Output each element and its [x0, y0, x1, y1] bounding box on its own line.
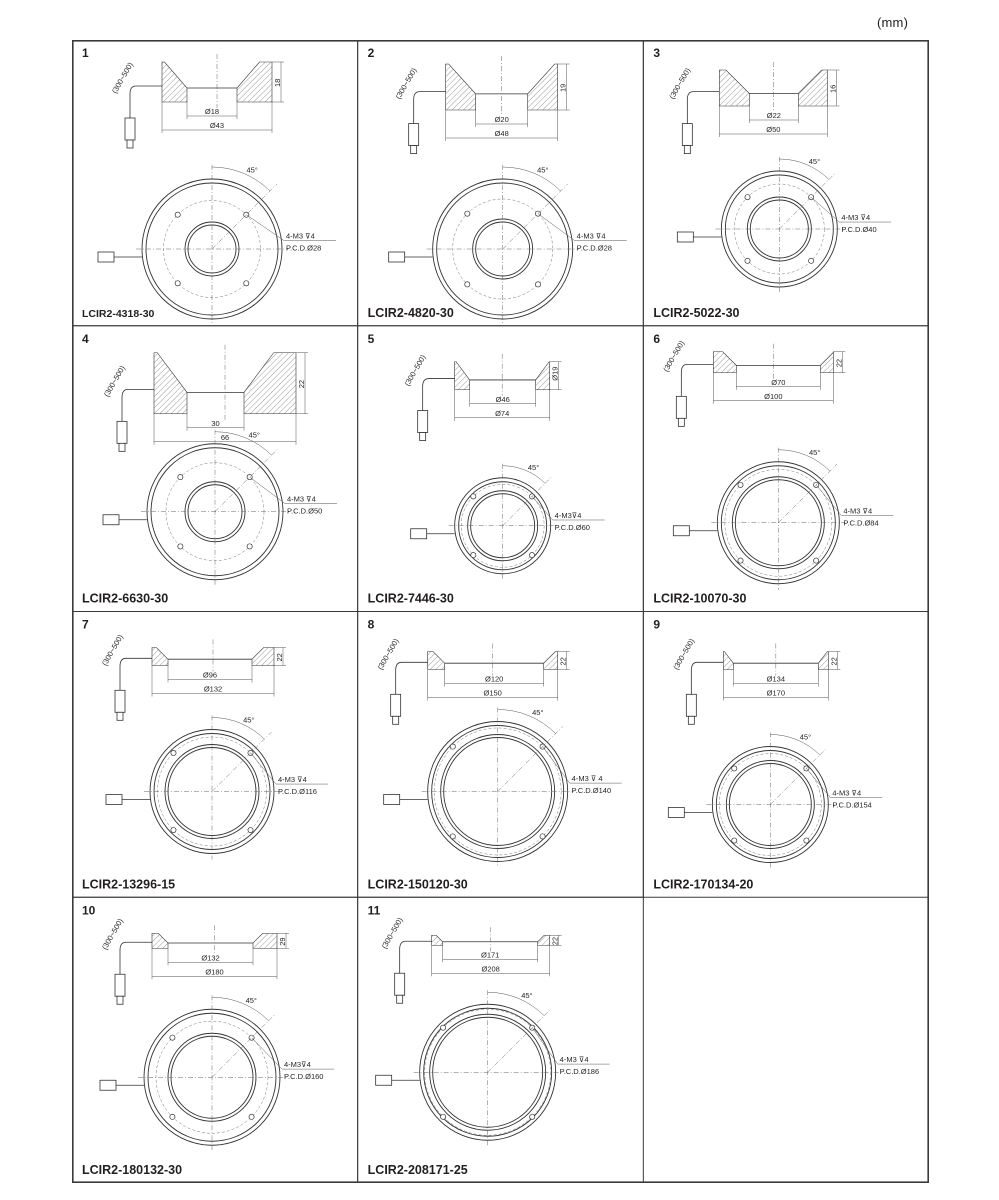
- angle-line: [212, 1014, 276, 1078]
- mount-hole: [175, 212, 180, 217]
- screw-spec: 4-M3⊽4: [554, 510, 582, 520]
- angle-line: [770, 748, 827, 805]
- angle-arc: [212, 997, 269, 1020]
- plan-connector: [668, 808, 684, 818]
- profile-section-right: [818, 652, 828, 670]
- profile-section-left: [713, 352, 736, 373]
- cable-length: (300~500): [109, 60, 135, 95]
- mount-hole: [804, 838, 809, 843]
- cell-frame: [358, 897, 644, 1183]
- angle-arc: [212, 167, 270, 191]
- cell-frame: [358, 326, 644, 612]
- side-profile: [661, 339, 845, 427]
- connector-pin: [127, 140, 133, 148]
- screw-spec: 4-M3 ⊽4: [287, 494, 316, 504]
- inner-diameter: Ø171: [480, 950, 500, 960]
- cable-length: (300~500): [671, 637, 697, 672]
- cable: [414, 92, 446, 124]
- pcd-spec: P.C.D.Ø160: [284, 1072, 324, 1082]
- mount-hole: [471, 494, 476, 499]
- connector-pin: [117, 996, 123, 1004]
- plan-connector: [411, 529, 427, 539]
- connector-pin: [119, 443, 125, 451]
- cell-9: [643, 612, 929, 898]
- angle-line: [779, 172, 836, 229]
- profile-section-right: [820, 352, 834, 373]
- unit-label: (mm): [877, 15, 909, 30]
- screw-spec: 4-M3 ⊽4: [286, 231, 315, 241]
- outer-diameter: Ø48: [494, 129, 509, 138]
- cell-frame: [72, 897, 358, 1183]
- angle-arc: [498, 710, 556, 734]
- angle-value: 45°: [243, 715, 255, 725]
- plan-connector: [98, 252, 114, 262]
- plan-connector: [106, 795, 122, 805]
- cell-number: 9: [653, 617, 661, 632]
- cable-length: (300~500): [667, 66, 693, 101]
- pcd-spec: P.C.D.Ø140: [571, 786, 612, 796]
- height-value: 18: [273, 78, 282, 87]
- mount-hole: [450, 834, 455, 839]
- side-profile: [394, 56, 570, 154]
- mount-hole: [244, 281, 249, 286]
- model-name: LCIR2-4318-30: [82, 307, 155, 320]
- cell-frame: [643, 326, 929, 612]
- height-value: 22: [297, 379, 306, 389]
- drawing-grid: [72, 40, 929, 1183]
- cable-length: (300~500): [661, 339, 687, 374]
- angle-arc: [488, 992, 545, 1015]
- connector-plug: [115, 690, 125, 712]
- profile-section-left: [719, 70, 749, 106]
- screw-spec: 4-M3 ⊽4: [559, 1055, 589, 1065]
- height-value: 19: [558, 83, 568, 92]
- profile-section-right: [798, 70, 827, 106]
- profile-section-right: [252, 648, 274, 666]
- mount-hole: [745, 195, 750, 200]
- profile-section-left: [446, 64, 476, 110]
- cell-10: [72, 897, 358, 1183]
- mount-hole: [441, 1114, 446, 1119]
- pcd-spec: P.C.D.Ø50: [287, 506, 323, 516]
- cable: [122, 389, 154, 421]
- model-name: LCIR2-6630-30: [82, 591, 169, 606]
- connector-plug: [391, 694, 401, 716]
- model-name: LCIR2-180132-30: [82, 1163, 183, 1177]
- side-profile: [100, 917, 289, 1005]
- plan-view: [411, 463, 605, 580]
- cable: [687, 92, 719, 124]
- plan-view: [100, 995, 334, 1151]
- model-name: LCIR2-4820-30: [367, 305, 454, 320]
- angle-line: [498, 726, 563, 791]
- inner-diameter: 30: [211, 418, 220, 428]
- mount-hole: [732, 838, 737, 843]
- plan-connector: [389, 252, 405, 262]
- mount-hole: [178, 544, 183, 549]
- outer-diameter: Ø180: [205, 967, 224, 977]
- mount-hole: [809, 258, 814, 263]
- height-value: 22: [550, 936, 560, 946]
- pcd-spec: P.C.D.Ø116: [278, 787, 317, 797]
- profile-section-right: [528, 64, 558, 110]
- height-value: 22: [275, 653, 284, 662]
- cell-5: [358, 326, 644, 612]
- plan-connector: [673, 526, 689, 536]
- connector-plug: [682, 124, 692, 146]
- plan-view: [384, 708, 622, 868]
- mount-hole: [738, 482, 743, 487]
- connector-plug: [395, 973, 405, 995]
- cable: [130, 86, 162, 118]
- pcd-spec: P.C.D.Ø84: [843, 518, 879, 528]
- outer-diameter: Ø132: [203, 684, 223, 694]
- cable-length: (300~500): [393, 66, 419, 101]
- angle-value: 45°: [808, 447, 821, 457]
- profile-section-left: [152, 648, 168, 666]
- outer-diameter: Ø150: [483, 688, 502, 698]
- side-profile: [102, 345, 308, 452]
- cable: [120, 942, 152, 974]
- model-name: LCIR2-7446-30: [367, 591, 454, 606]
- mount-hole: [170, 1114, 175, 1119]
- angle-value: 45°: [248, 430, 260, 440]
- cable: [423, 379, 455, 411]
- cell-number: 2: [367, 46, 375, 60]
- mount-hole: [540, 834, 545, 839]
- angle-line: [503, 184, 568, 249]
- connector-plug: [125, 118, 135, 140]
- plan-view: [106, 716, 328, 860]
- model-name: LCIR2-10070-30: [653, 591, 747, 606]
- plan-connector: [103, 515, 119, 525]
- mount-hole: [465, 282, 470, 287]
- plan-view: [673, 448, 893, 590]
- profile-section-left: [723, 652, 733, 670]
- mount-hole: [247, 544, 252, 549]
- angle-line: [215, 448, 279, 512]
- profile-section-left: [162, 62, 187, 102]
- connector-pin: [393, 716, 399, 724]
- model-name: LCIR2-5022-30: [653, 305, 740, 320]
- cell-number: 5: [367, 331, 375, 346]
- cell-number: 11: [367, 903, 381, 918]
- angle-value: 45°: [808, 156, 821, 166]
- side-profile: [667, 62, 839, 154]
- connector-pin: [678, 418, 684, 426]
- cable-length: (300~500): [99, 916, 125, 952]
- mount-hole: [535, 282, 540, 287]
- cell-number: 4: [82, 331, 89, 346]
- cell-number: 7: [82, 617, 89, 632]
- outer-diameter: Ø208: [481, 964, 500, 974]
- cell-1: [72, 40, 358, 326]
- cell-4: [72, 326, 358, 612]
- angle-value: 45°: [245, 995, 257, 1005]
- pcd-spec: P.C.D.Ø60: [554, 522, 590, 532]
- inner-diameter: Ø96: [202, 670, 218, 680]
- plan-connector: [384, 795, 400, 805]
- pcd-spec: P.C.D.Ø154: [832, 800, 872, 810]
- profile-section-left: [154, 353, 187, 414]
- cell-2: [358, 40, 644, 326]
- angle-arc: [503, 167, 561, 191]
- cable: [691, 662, 723, 694]
- cell-11: [358, 897, 644, 1183]
- mount-hole: [745, 258, 750, 263]
- mount-hole: [249, 1114, 254, 1119]
- pcd-spec: P.C.D.Ø186: [559, 1067, 600, 1077]
- callout-leader: [532, 496, 553, 520]
- plan-connector: [100, 1080, 116, 1090]
- plan-view: [98, 165, 336, 325]
- profile-section-left: [455, 362, 470, 390]
- profile-section-left: [152, 933, 168, 948]
- mount-hole: [178, 475, 183, 480]
- angle-value: 45°: [527, 462, 540, 472]
- cable: [120, 658, 152, 690]
- connector-plug: [409, 124, 419, 146]
- plan-view: [677, 157, 891, 293]
- cell-7: [72, 612, 358, 898]
- connector-plug: [117, 421, 127, 443]
- cell-number: 10: [82, 903, 96, 918]
- plan-view: [103, 430, 337, 586]
- mount-hole: [530, 1114, 535, 1119]
- profile-section-left: [432, 935, 443, 945]
- angle-value: 45°: [532, 708, 544, 718]
- mount-hole: [465, 211, 470, 216]
- profile-section-right: [544, 652, 558, 670]
- height-value: 29: [278, 937, 287, 946]
- profile-section-right: [538, 935, 550, 945]
- angle-value: 45°: [537, 165, 549, 175]
- mount-hole: [175, 281, 180, 286]
- connector-pin: [688, 716, 694, 724]
- mount-hole: [529, 552, 534, 557]
- connector-plug: [686, 694, 696, 716]
- screw-spec: 4-M3 ⊽4: [841, 213, 871, 223]
- cable: [681, 364, 713, 396]
- plan-connector: [376, 1075, 392, 1085]
- outer-diameter: Ø100: [764, 391, 783, 401]
- model-name: LCIR2-150120-30: [367, 877, 468, 892]
- angle-arc: [212, 715, 264, 740]
- inner-diameter: Ø18: [204, 107, 220, 116]
- angle-value: 45°: [799, 732, 812, 742]
- inner-diameter: Ø134: [766, 674, 786, 684]
- profile-section-left: [428, 652, 445, 670]
- pcd-spec: P.C.D.Ø40: [841, 225, 877, 235]
- angle-value: 45°: [521, 990, 533, 1000]
- model-name: LCIR2-170134-20: [653, 877, 754, 892]
- plan-view: [668, 732, 882, 868]
- screw-spec: 4-M3 ⊽ 4: [571, 774, 603, 784]
- cell-number: 6: [653, 331, 661, 346]
- cell-number: 3: [653, 46, 661, 60]
- mount-hole: [814, 558, 819, 563]
- side-profile: [380, 916, 562, 1004]
- screw-spec: 4-M3 ⊽4: [576, 231, 606, 241]
- mount-hole: [171, 750, 176, 755]
- mount-hole: [471, 552, 476, 557]
- cell-frame: [72, 326, 358, 612]
- inner-diameter: Ø46: [495, 394, 510, 404]
- side-profile: [671, 637, 840, 725]
- pcd-spec: P.C.D.Ø28: [286, 243, 322, 253]
- cell-6: [643, 326, 929, 612]
- callout-leader: [543, 747, 570, 783]
- outer-diameter: Ø170: [766, 688, 786, 698]
- mount-hole: [732, 766, 737, 771]
- inner-diameter: Ø22: [766, 111, 781, 120]
- angle-line: [212, 732, 271, 791]
- outer-diameter: 66: [220, 432, 230, 442]
- cell-8: [358, 612, 644, 898]
- mount-hole: [738, 558, 743, 563]
- cell-number: 8: [367, 617, 375, 632]
- inner-diameter: Ø70: [771, 377, 786, 387]
- cable-length: (300~500): [101, 364, 127, 399]
- inner-diameter: Ø132: [201, 953, 220, 963]
- screw-spec: 4-M3 ⊽4: [843, 506, 873, 516]
- mount-hole: [171, 827, 176, 832]
- cable: [400, 941, 432, 973]
- profile-section-right: [536, 362, 550, 390]
- model-name: LCIR2-208171-25: [367, 1163, 468, 1177]
- plan-view: [389, 165, 627, 325]
- outer-diameter: Ø43: [209, 121, 225, 130]
- height-value: 16: [828, 84, 838, 93]
- connector-plug: [418, 411, 428, 433]
- connector-pin: [420, 433, 426, 441]
- mount-hole: [441, 1025, 446, 1030]
- angle-value: 45°: [246, 165, 258, 175]
- connector-pin: [117, 712, 123, 720]
- height-value: 22: [834, 358, 844, 368]
- profile-section-right: [237, 62, 272, 102]
- callout-leader: [252, 1038, 282, 1069]
- mount-hole: [248, 827, 253, 832]
- cable-length: (300~500): [402, 353, 428, 388]
- height-value: Ø19: [550, 366, 560, 381]
- cell-number: 1: [82, 46, 89, 60]
- cable-length: (300~500): [379, 915, 405, 951]
- mount-hole: [450, 744, 455, 749]
- inner-diameter: Ø120: [484, 674, 504, 684]
- connector-pin: [411, 146, 417, 154]
- outer-diameter: Ø50: [766, 125, 781, 134]
- outer-diameter: Ø74: [495, 408, 510, 418]
- inner-diameter: Ø20: [494, 115, 509, 124]
- pcd-spec: P.C.D.Ø28: [576, 243, 612, 253]
- plan-connector: [677, 232, 693, 242]
- cell-frame: [358, 612, 644, 898]
- mount-hole: [170, 1035, 175, 1040]
- height-value: 22: [558, 657, 568, 666]
- screw-spec: 4-M3 ⊽4: [278, 775, 307, 785]
- connector-plug: [676, 396, 686, 418]
- height-value: 22: [829, 657, 839, 666]
- connector-plug: [115, 974, 125, 996]
- model-name: LCIR2-13296-15: [82, 877, 176, 892]
- cable: [396, 662, 428, 694]
- angle-line: [778, 464, 837, 523]
- side-profile: [110, 54, 284, 148]
- screw-spec: 4-M3⊽4: [284, 1060, 311, 1070]
- cell-3: [643, 40, 929, 326]
- screw-spec: 4-M3 ⊽4: [832, 788, 862, 798]
- cable-length: (300~500): [375, 637, 401, 672]
- profile-section-right: [244, 353, 296, 414]
- profile-section-right: [253, 933, 277, 948]
- connector-pin: [397, 995, 403, 1003]
- side-profile: [403, 353, 562, 441]
- side-profile: [100, 633, 286, 721]
- connector-pin: [684, 146, 690, 154]
- plan-view: [376, 990, 610, 1146]
- cable-length: (300~500): [99, 633, 125, 668]
